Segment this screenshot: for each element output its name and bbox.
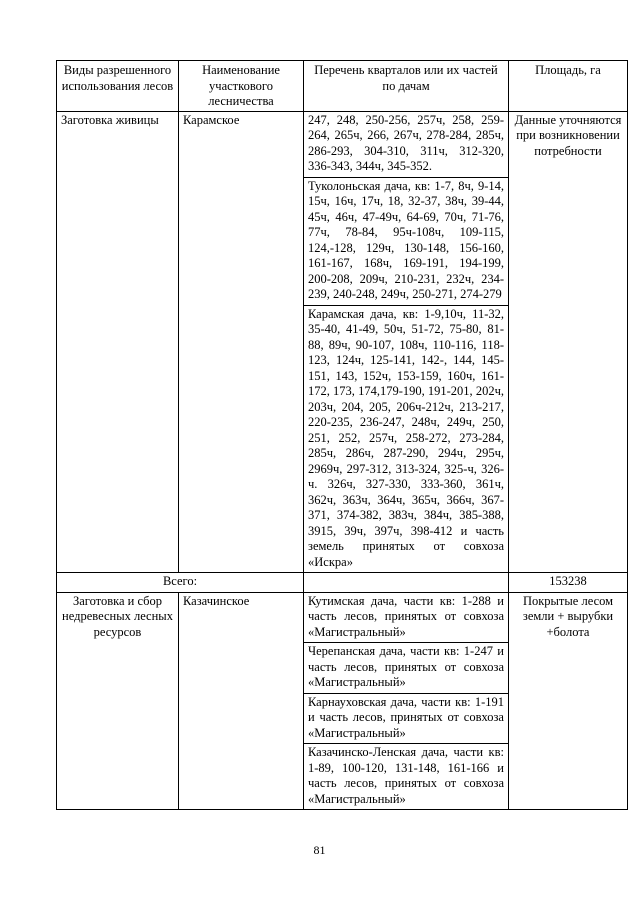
table-row (57, 111, 628, 177)
quarters-cell: Черепанская дача, части кв: 1-247 и часть лесов, принятых от совхоза «Магистральный» (304, 643, 509, 694)
quarters-cell: Карамская дача, кв: 1-9,10ч, 11-32, 35-40, 41-49, 50ч, 51-72, 75-80, 81-88, 89ч, 90-107, 108ч, 110-116, 118-123, 124ч, 125-141, 142-, 144, 145-151, 143, 152ч, 153-159, 160ч, 161-172, 173, 174,179-190, 191-201, 202ч, 203ч, 204, 205, 206ч-212ч, 213-217, 220-235, 236-247, 248ч, 249ч, 250, 251, 252, 257ч, 258-272, 273-284, 285ч, 286ч, 287-290, 294ч, 295ч, 2969ч, 297-312, 313-324, 325-ч, 326-ч. 326ч, 327-330, 333-360, 361ч, 362ч, 363ч, 364ч, 365ч, 366ч, 367-371, 374-382, 383ч, 384ч, 385-388, 3915, 39ч, 397ч, 398-412 и часть земель принятых от совхоза «Искра» (304, 305, 509, 573)
district-cell: Карамское (179, 111, 304, 573)
header-use-type: Виды разрешенного использования лесов (57, 61, 179, 112)
total-value: 153238 (509, 573, 628, 593)
area-cell: Данные уточняются при возникновении потребности (509, 111, 628, 573)
total-label: Всего: (57, 573, 304, 593)
quarters-cell: Казачинско-Ленская дача, части кв: 1-89, 100-120, 131-148, 161-166 и часть лесов, принятых от совхоза «Магистральный» (304, 744, 509, 810)
table-row (57, 592, 628, 643)
area-cell: Покрытые лесом земли + вырубки +болота (509, 592, 628, 810)
header-area: Площадь, га (509, 61, 628, 112)
header-quarters: Перечень кварталов или их частей по дачам (304, 61, 509, 112)
total-row (57, 573, 628, 593)
total-empty-cell (304, 573, 509, 593)
quarters-cell: 247, 248, 250-256, 257ч, 258, 259-264, 265ч, 266, 267ч, 278-284, 285ч, 286-293, 304-310, 311ч, 312-320, 336-343, 344ч, 345-352. (304, 111, 509, 177)
use-type-cell: Заготовка живицы (57, 111, 179, 573)
use-type-cell: Заготовка и сбор недревесных лесных ресурсов (57, 592, 179, 810)
page-number: 81 (313, 843, 326, 857)
quarters-cell: Карнауховская дача, части кв: 1-191 и часть лесов, принятых от совхоза «Магистральный» (304, 693, 509, 744)
district-cell: Казачинское (179, 592, 304, 810)
quarters-cell: Кутимская дача, части кв: 1-288 и часть лесов, принятых от совхоза «Магистральный» (304, 592, 509, 643)
quarters-cell: Туколоньская дача, кв: 1-7, 8ч, 9-14, 15ч, 16ч, 17ч, 18, 32-37, 38ч, 39-44, 45ч, 46ч, 47-49ч, 64-69, 70ч, 71-76, 77ч, 78-84, 95ч-108ч, 109-115, 124,-128, 129ч, 130-148, 156-160, 161-167, 168ч, 169-191, 194-199, 200-208, 209ч, 210-231, 232ч, 234-239, 240-248, 249ч, 250-271, 274-279 (304, 177, 509, 305)
table-header-row (57, 61, 628, 112)
header-district: Наименование участкового лесничества (179, 61, 304, 112)
forest-use-table (56, 60, 628, 810)
